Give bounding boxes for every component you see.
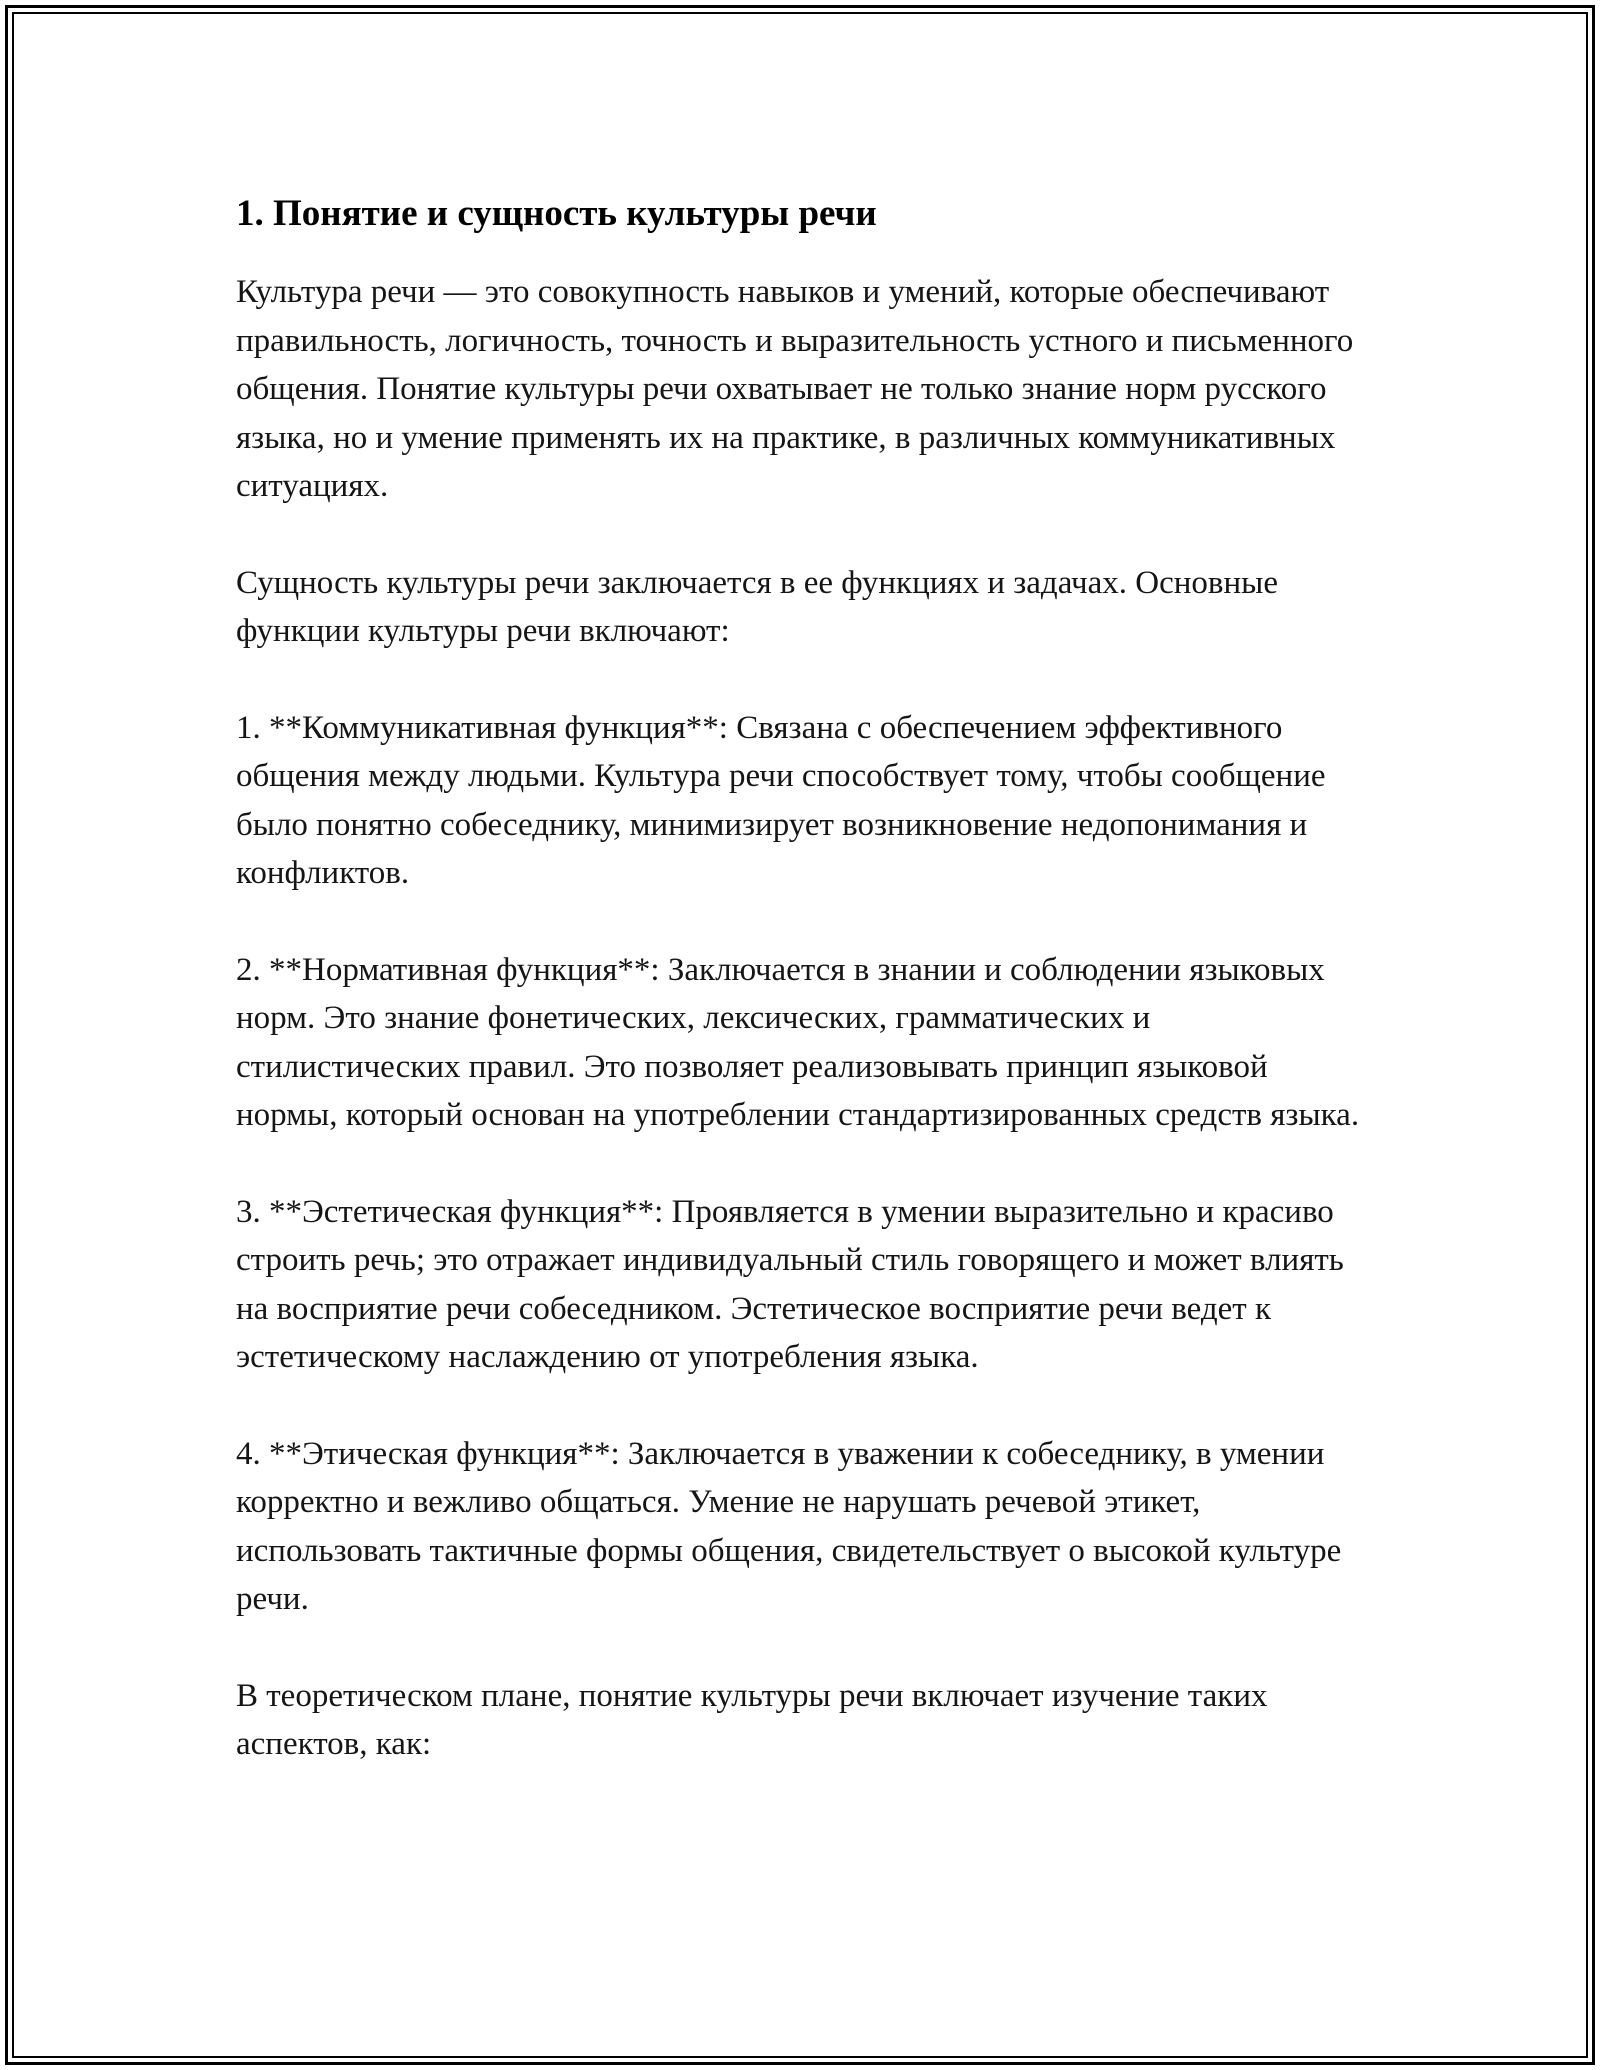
paragraph-normative-function: 2. **Нормативная функция**: Заключается в знании и соблюдении языковых норм. Это знание фонетических, лексических, грамматических и стилистических правил. Это позволяет реализовывать принцип языковой нормы, который основан на употреблении стандартизированных средств языка. [236,951,1360,1133]
paragraph-definition: Культура речи — это совокупность навыков и умений, которые обеспечивают правильность, логичность, точность и выразительность устного и письменного общения. Понятие культуры речи охватывает не только знание норм русского языка, но и умение применять их на практике, в различных коммуникативных ситуациях. [236,274,1354,504]
paragraph-communicative-function: 1. **Коммуникативная функция**: Связана с обеспечением эффективного общения между людьми. Культура речи способствует тому, чтобы сообщение было понятно собеседнику, минимизирует возникновение недопонимания и конфликтов. [236,709,1326,891]
paragraph-essence: Сущность культуры речи заключается в ее функциях и задачах. Основные функции культуры речи включают: [236,564,1278,649]
document-body [236,186,1376,1817]
paragraph-theoretical-aspects: В теоретическом плане, понятие культуры речи включает изучение таких аспектов, как: [236,1677,1268,1762]
paragraph-aesthetic-function: 3. **Эстетическая функция**: Проявляется в умении выразительно и красиво строить речь; это отражает индивидуальный стиль говорящего и может влиять на восприятие речи собеседником. Эстетическое восприятие речи ведет к эстетическому наслаждению от употребления языка. [236,1193,1344,1375]
paragraph-ethical-function: 4. **Этическая функция**: Заключается в уважении к собеседнику, в умении корректно и вежливо общаться. Умение не нарушать речевой этикет, использовать тактичные формы общения, свидетельствует о высокой культуре речи. [236,1435,1342,1617]
page-title: 1. Понятие и сущность культуры речи [236,193,877,234]
